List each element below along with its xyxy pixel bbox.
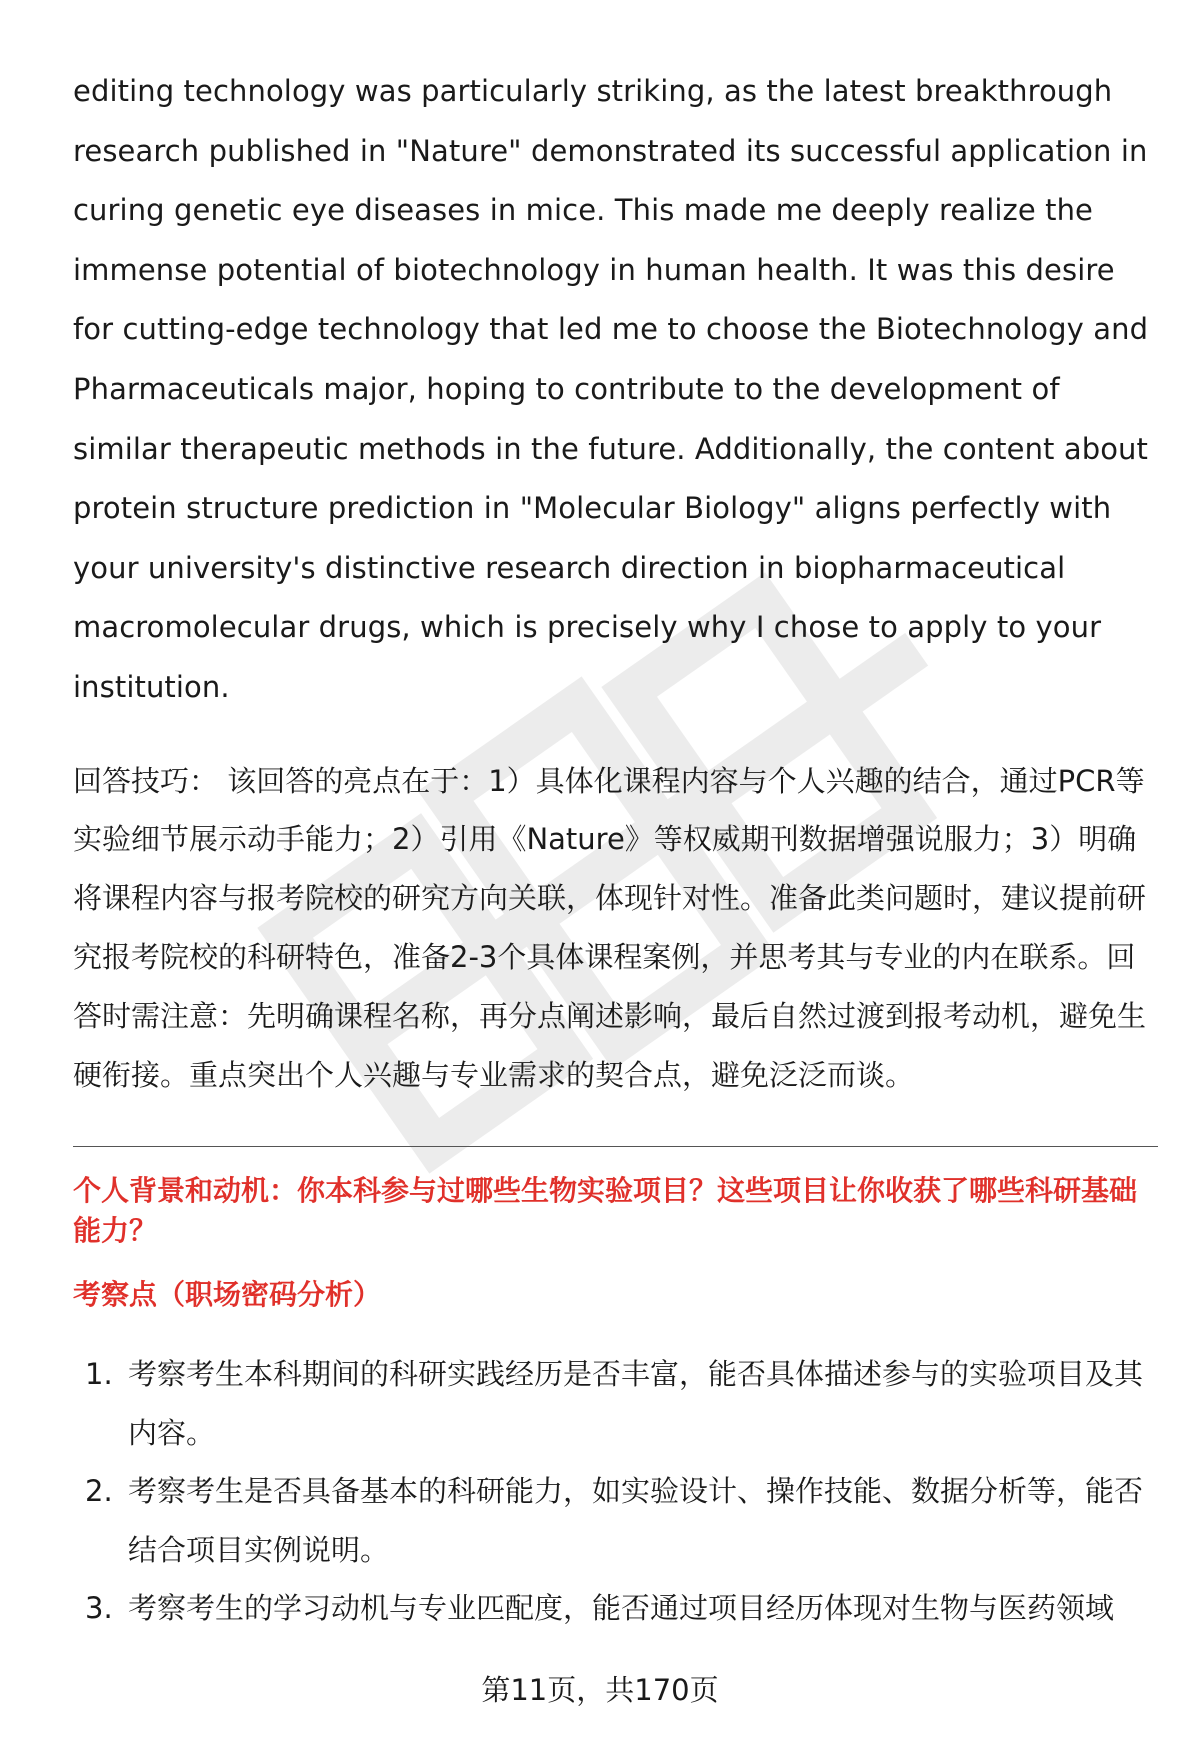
list-item bbox=[73, 1579, 1158, 1638]
body-paragraph: editing technology was particularly striking, as the latest breakthrough research published in "Nature" demonstrated its successful application in curing genetic eye diseases in mice. This made me deeply realize the immense potential of biotechnology in human health. It was this desire for cutting-edge technology that led me to choose the Biotechnology and Pharmaceuticals major, hoping to contribute to the development of similar therapeutic methods in the future. Additionally, the content about protein structure prediction in "Molecular Biology" aligns perfectly with your university's distinctive research direction in biopharmaceutical macromolecular drugs, which is precisely why I chose to apply to your institution. bbox=[73, 74, 1149, 704]
page-number-footer: 第11页，共170页 bbox=[481, 1673, 719, 1707]
question-heading: 个人背景和动机：你本科参与过哪些生物实验项目？这些项目让你收获了哪些科研基础能力？ bbox=[73, 1174, 1138, 1248]
section-divider bbox=[73, 1146, 1158, 1147]
tips-label: 回答技巧： bbox=[73, 763, 219, 798]
list-item-text: 考察考生本科期间的科研实践经历是否丰富，能否具体描述参与的实验项目及其内容。 bbox=[128, 1357, 1144, 1450]
list-item-number: 2. bbox=[85, 1474, 113, 1509]
list-item-number: 3. bbox=[85, 1591, 113, 1626]
list-item-number: 1. bbox=[85, 1357, 113, 1392]
list-item bbox=[73, 1462, 1158, 1579]
list-item bbox=[73, 1345, 1158, 1462]
page-content bbox=[73, 62, 1158, 1638]
assessment-points-heading: 考察点（职场密码分析） bbox=[73, 1278, 382, 1312]
tips-text: 该回答的亮点在于：1）具体化课程内容与个人兴趣的结合，通过PCR等实验细节展示动手能力；2）引用《Nature》等权威期刊数据增强说服力；3）明确将课程内容与报考院校的研究方向关联，体现针对性。准备此类问题时，建议提前研究报考院校的科研特色，准备2-3个具体课程案例，并思考其与专业的内在联系。回答时需注意：先明确课程名称，再分点阐述影响，最后自然过渡到报考动机，避免生硬衔接。重点突出个人兴趣与专业需求的契合点，避免泛泛而谈。 bbox=[73, 763, 1147, 1092]
assessment-points-list bbox=[73, 1345, 1158, 1638]
list-item-text: 考察考生的学习动机与专业匹配度，能否通过项目经历体现对生物与医药领域 bbox=[128, 1591, 1115, 1626]
answer-tips bbox=[73, 752, 1158, 1105]
list-item-text: 考察考生是否具备基本的科研能力，如实验设计、操作技能、数据分析等，能否结合项目实例说明。 bbox=[128, 1474, 1144, 1567]
